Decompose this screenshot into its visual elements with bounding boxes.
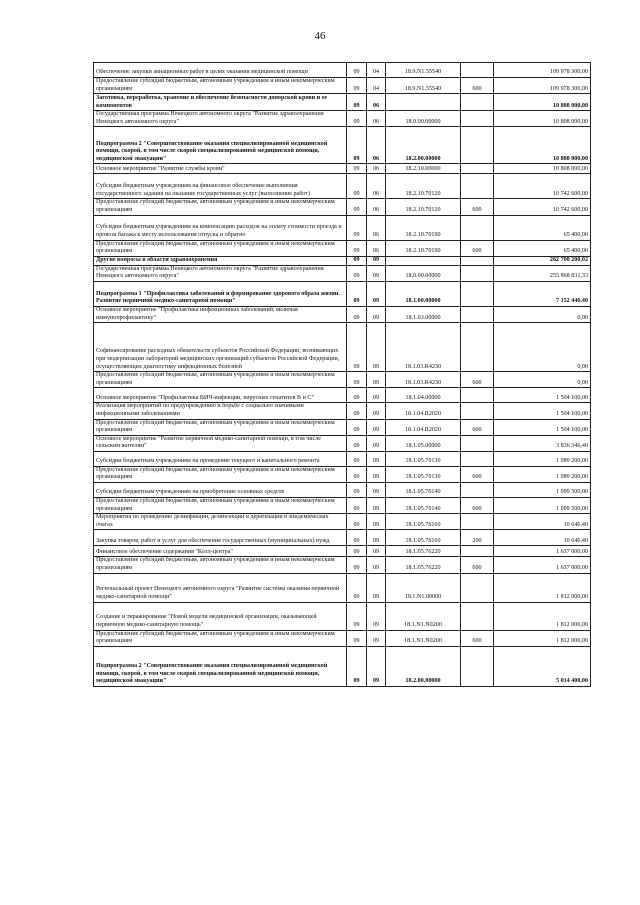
section-code-cell: 09 <box>347 557 367 573</box>
subsection-code-cell: 09 <box>367 573 386 602</box>
table-row <box>94 265 591 281</box>
table-row <box>94 281 591 306</box>
section-code-cell: 09 <box>347 256 367 265</box>
section-code-cell: 09 <box>347 215 367 240</box>
expense-type-code-cell: 600 <box>461 199 494 215</box>
section-code-cell: 09 <box>347 403 367 419</box>
subsection-code-cell: 09 <box>367 498 386 514</box>
target-item-code-cell <box>386 256 461 265</box>
expense-name-cell: Другие вопросы в области здравоохранения <box>94 256 347 265</box>
amount-cell: 10 646,40 <box>494 530 591 546</box>
expense-type-code-cell <box>461 63 494 78</box>
table-row <box>94 630 591 646</box>
subsection-code-cell: 06 <box>367 111 386 127</box>
expense-type-code-cell <box>461 546 494 557</box>
subsection-code-cell: 09 <box>367 256 386 265</box>
table-row <box>94 514 591 530</box>
target-item-code-cell: 18.2.10.70120 <box>386 174 461 199</box>
target-item-code-cell: 18.2.10.70190 <box>386 240 461 256</box>
amount-cell: 0,00 <box>494 372 591 388</box>
table-row <box>94 388 591 403</box>
expense-name-cell: Субсидии бюджетным учреждениям на компенсацию расходов на оплату стоимости проезда и провоза багажа к месту использования отпуска и обратно <box>94 215 347 240</box>
expense-type-code-cell <box>461 514 494 530</box>
section-code-cell: 09 <box>347 323 367 372</box>
table-row <box>94 215 591 240</box>
table-row <box>94 256 591 265</box>
table-row <box>94 530 591 546</box>
expense-type-code-cell: 600 <box>461 372 494 388</box>
amount-cell: 255 868 831,33 <box>494 265 591 281</box>
subsection-code-cell: 06 <box>367 240 386 256</box>
target-item-code-cell: 18.1.N1.N0200 <box>386 630 461 646</box>
expense-type-code-cell: 200 <box>461 530 494 546</box>
expense-name-cell: Государственная программа Ненецкого автономного округа "Развитие здравоохранения Ненецкого автономного округа" <box>94 265 347 281</box>
subsection-code-cell: 06 <box>367 94 386 111</box>
section-code-cell: 09 <box>347 419 367 435</box>
target-item-code-cell: 18.1.05.76160 <box>386 514 461 530</box>
target-item-code-cell: 18.1.05.76160 <box>386 530 461 546</box>
expense-type-code-cell <box>461 323 494 372</box>
amount-cell: 1 812 000,00 <box>494 602 591 630</box>
table-row <box>94 451 591 466</box>
table-row <box>94 435 591 451</box>
expense-name-cell: Предоставление субсидий бюджетным, автономным учреждениям и иным некоммерческим организациям <box>94 199 347 215</box>
target-item-code-cell: 18.1.N1.00000 <box>386 573 461 602</box>
expense-name-cell: Заготовка, переработка, хранение и обеспечение безопасности донорской крови и ее компонентов <box>94 94 347 111</box>
expense-name-cell: Мероприятия по проведению дезинфекции, дезинсекции и дератизации в эпидемических очагах <box>94 514 347 530</box>
amount-cell: 7 152 446,40 <box>494 281 591 306</box>
section-code-cell: 09 <box>347 127 367 164</box>
page-number: 46 <box>314 30 326 42</box>
target-item-code-cell: 18.1.04.00000 <box>386 388 461 403</box>
target-item-code-cell: 18.2.10.70190 <box>386 215 461 240</box>
amount-cell: 10 808 000,00 <box>494 111 591 127</box>
amount-cell: 0,00 <box>494 306 591 322</box>
expense-type-code-cell <box>461 215 494 240</box>
target-item-code-cell: 18.2.10.00000 <box>386 164 461 174</box>
expense-name-cell: Государственная программа Ненецкого автономного округа "Развитие здравоохранения Ненецкого автономного округа" <box>94 111 347 127</box>
expense-type-code-cell <box>461 483 494 498</box>
expense-name-cell: Предоставление субсидий бюджетным, автономным учреждениям и иным некоммерческим организациям <box>94 630 347 646</box>
expense-type-code-cell: 600 <box>461 498 494 514</box>
expense-name-cell: Основное мероприятие "Профилактика ВИЧ-инфекции, вирусных гепатитов В и С" <box>94 388 347 403</box>
table-row <box>94 546 591 557</box>
target-item-code-cell: 18.2.10.70120 <box>386 199 461 215</box>
expense-type-code-cell <box>461 451 494 466</box>
amount-cell: 65 400,00 <box>494 240 591 256</box>
section-code-cell: 09 <box>347 602 367 630</box>
target-item-code-cell: 18.1.04.R2020 <box>386 403 461 419</box>
amount-cell: 1 812 000,00 <box>494 573 591 602</box>
section-code-cell: 09 <box>347 199 367 215</box>
section-code-cell: 09 <box>347 530 367 546</box>
expense-type-code-cell: 600 <box>461 557 494 573</box>
target-item-code-cell: 18.9.N1.55540 <box>386 63 461 78</box>
expense-type-code-cell <box>461 94 494 111</box>
expense-type-code-cell <box>461 573 494 602</box>
amount-cell: 1 637 000,00 <box>494 557 591 573</box>
target-item-code-cell: 18.1.05.76220 <box>386 557 461 573</box>
target-item-code-cell: 18.1.05.70130 <box>386 451 461 466</box>
amount-cell: 1 504 100,00 <box>494 403 591 419</box>
subsection-code-cell: 09 <box>367 306 386 322</box>
table-row <box>94 557 591 573</box>
expense-type-code-cell: 600 <box>461 240 494 256</box>
section-code-cell: 09 <box>347 514 367 530</box>
expense-type-code-cell <box>461 111 494 127</box>
target-item-code-cell: 18.2.00.00000 <box>386 127 461 164</box>
section-code-cell: 09 <box>347 573 367 602</box>
table-row <box>94 164 591 174</box>
expense-name-cell: Предоставление субсидий бюджетным, автономным учреждениям и иным некоммерческим организациям <box>94 240 347 256</box>
amount-cell: 10 808 000,00 <box>494 127 591 164</box>
expense-name-cell: Предоставление субсидий бюджетным, автономным учреждениям и иным некоммерческим организациям <box>94 498 347 514</box>
subsection-code-cell: 09 <box>367 646 386 686</box>
table-row <box>94 111 591 127</box>
table-row <box>94 403 591 419</box>
amount-cell: 1 637 000,00 <box>494 546 591 557</box>
target-item-code-cell: 18.1.05.00000 <box>386 435 461 451</box>
subsection-code-cell: 09 <box>367 602 386 630</box>
subsection-code-cell: 09 <box>367 372 386 388</box>
table-row <box>94 63 591 78</box>
budget-table-body <box>94 63 591 687</box>
amount-cell: 1 099 500,00 <box>494 483 591 498</box>
target-item-code-cell: 18.9.N1.55540 <box>386 78 461 94</box>
expense-name-cell: Субсидии бюджетным учреждениям на финансовое обеспечение выполнения государственного задания на оказание государственных услуг (выполнение работ) <box>94 174 347 199</box>
expense-type-code-cell: 600 <box>461 78 494 94</box>
subsection-code-cell: 09 <box>367 435 386 451</box>
amount-cell: 3 836 346,40 <box>494 435 591 451</box>
section-code-cell: 09 <box>347 94 367 111</box>
target-item-code-cell: 18.2.00.00000 <box>386 646 461 686</box>
subsection-code-cell: 09 <box>367 630 386 646</box>
target-item-code-cell <box>386 94 461 111</box>
section-code-cell: 09 <box>347 265 367 281</box>
section-code-cell: 09 <box>347 483 367 498</box>
section-code-cell: 09 <box>347 646 367 686</box>
expense-name-cell: Основное мероприятие "Профилактика инфекционных заболеваний, включая иммунопрофилактику" <box>94 306 347 322</box>
target-item-code-cell: 18.1.05.70140 <box>386 498 461 514</box>
amount-cell: 10 808 000,00 <box>494 94 591 111</box>
section-code-cell: 09 <box>347 630 367 646</box>
table-row <box>94 419 591 435</box>
table-row <box>94 127 591 164</box>
subsection-code-cell: 09 <box>367 530 386 546</box>
amount-cell: 1 099 500,00 <box>494 498 591 514</box>
expense-type-code-cell <box>461 403 494 419</box>
expense-type-code-cell: 600 <box>461 630 494 646</box>
section-code-cell: 09 <box>347 435 367 451</box>
amount-cell: 1 812 000,00 <box>494 630 591 646</box>
target-item-code-cell: 18.1.04.R2020 <box>386 419 461 435</box>
table-row <box>94 498 591 514</box>
expense-name-cell: Обеспечение закупки авиационных работ в целях оказания медицинской помощи <box>94 63 347 78</box>
subsection-code-cell: 09 <box>367 403 386 419</box>
table-row <box>94 240 591 256</box>
expense-name-cell: Предоставление субсидий бюджетным, автономным учреждениям и иным некоммерческим организациям <box>94 419 347 435</box>
expense-name-cell: Подпрограмма 1 "Профилактика заболеваний и формирование здорового образа жизни. Развитие первичной медико-санитарной помощи" <box>94 281 347 306</box>
expense-type-code-cell <box>461 388 494 403</box>
table-row <box>94 602 591 630</box>
target-item-code-cell: 18.1.05.76220 <box>386 546 461 557</box>
section-code-cell: 09 <box>347 111 367 127</box>
amount-cell: 1 089 200,00 <box>494 466 591 482</box>
subsection-code-cell: 09 <box>367 466 386 482</box>
section-code-cell: 09 <box>347 306 367 322</box>
target-item-code-cell: 18.1.05.70130 <box>386 466 461 482</box>
target-item-code-cell: 18.1.03.R4230 <box>386 323 461 372</box>
subsection-code-cell: 09 <box>367 483 386 498</box>
amount-cell: 1 504 100,00 <box>494 419 591 435</box>
table-row <box>94 306 591 322</box>
target-item-code-cell: 18.1.N1.N0200 <box>386 602 461 630</box>
expense-type-code-cell <box>461 281 494 306</box>
section-code-cell: 09 <box>347 174 367 199</box>
subsection-code-cell: 09 <box>367 514 386 530</box>
section-code-cell: 09 <box>347 63 367 78</box>
amount-cell: 1 504 100,00 <box>494 388 591 403</box>
subsection-code-cell: 09 <box>367 419 386 435</box>
subsection-code-cell: 06 <box>367 215 386 240</box>
section-code-cell: 09 <box>347 281 367 306</box>
expense-name-cell: Субсидии бюджетным учреждениям на приобретение основных средств <box>94 483 347 498</box>
amount-cell: 109 978 300,00 <box>494 78 591 94</box>
expense-name-cell: Реализация мероприятий по предупреждению и борьбе с социально значимыми инфекционными заболеваниями <box>94 403 347 419</box>
table-row <box>94 466 591 482</box>
amount-cell: 109 978 300,00 <box>494 63 591 78</box>
expense-type-code-cell <box>461 435 494 451</box>
subsection-code-cell: 09 <box>367 451 386 466</box>
amount-cell: 65 400,00 <box>494 215 591 240</box>
expense-type-code-cell: 600 <box>461 419 494 435</box>
expense-name-cell: Подпрограмма 2 "Совершенствование оказания специализированной медицинской помощи, скорой, в том числе скорой специализированной медицинской помощи, медицинской эвакуации" <box>94 127 347 164</box>
subsection-code-cell: 04 <box>367 78 386 94</box>
subsection-code-cell: 06 <box>367 164 386 174</box>
amount-cell: 10 646,40 <box>494 514 591 530</box>
expense-type-code-cell <box>461 256 494 265</box>
expense-name-cell: Создание и тиражирование "Новой модели медицинской организации, оказывающей первичную медико-санитарную помощь" <box>94 602 347 630</box>
expense-name-cell: Предоставление субсидий бюджетным, автономным учреждениям и иным некоммерческим организациям <box>94 466 347 482</box>
amount-cell: 0,00 <box>494 323 591 372</box>
expense-name-cell: Софинансирование расходных обязательств субъектов Российской Федерации, возникающих при модернизации лабораторий медицинских организаций субъектов Российской Федерации, осуществляющих диагностику инфекционных болезней <box>94 323 347 372</box>
table-row <box>94 174 591 199</box>
section-code-cell: 09 <box>347 240 367 256</box>
subsection-code-cell: 09 <box>367 557 386 573</box>
subsection-code-cell: 06 <box>367 174 386 199</box>
expense-name-cell: Предоставление субсидий бюджетным, автономным учреждениям и иным некоммерческим организациям <box>94 372 347 388</box>
budget-table <box>93 62 591 687</box>
table-row <box>94 646 591 686</box>
amount-cell: 5 014 400,00 <box>494 646 591 686</box>
section-code-cell: 09 <box>347 546 367 557</box>
expense-name-cell: Предоставление субсидий бюджетным, автономным учреждениям и иным некоммерческим организациям <box>94 557 347 573</box>
amount-cell: 262 708 200,02 <box>494 256 591 265</box>
expense-name-cell: Субсидии бюджетным учреждениям на проведение текущего и капитального ремонта <box>94 451 347 466</box>
table-row <box>94 94 591 111</box>
expense-type-code-cell <box>461 127 494 164</box>
section-code-cell: 09 <box>347 372 367 388</box>
section-code-cell: 09 <box>347 388 367 403</box>
target-item-code-cell: 18.1.05.70140 <box>386 483 461 498</box>
section-code-cell: 09 <box>347 164 367 174</box>
section-code-cell: 09 <box>347 466 367 482</box>
table-row <box>94 372 591 388</box>
target-item-code-cell: 18.0.00.00000 <box>386 111 461 127</box>
subsection-code-cell: 06 <box>367 199 386 215</box>
expense-name-cell: Финансовое обеспечение содержания "Колл-центра" <box>94 546 347 557</box>
table-row <box>94 323 591 372</box>
subsection-code-cell: 09 <box>367 546 386 557</box>
expense-type-code-cell <box>461 174 494 199</box>
table-row <box>94 78 591 94</box>
table-row <box>94 573 591 602</box>
subsection-code-cell: 09 <box>367 388 386 403</box>
amount-cell: 10 742 600,00 <box>494 174 591 199</box>
subsection-code-cell: 09 <box>367 323 386 372</box>
expense-name-cell: Основное мероприятие "Развитие первичной медико-санитарной помощи, в том числе сельским жителям" <box>94 435 347 451</box>
expense-type-code-cell <box>461 265 494 281</box>
table-row <box>94 199 591 215</box>
section-code-cell: 09 <box>347 451 367 466</box>
target-item-code-cell: 18.1.03.00000 <box>386 306 461 322</box>
expense-type-code-cell: 600 <box>461 466 494 482</box>
expense-name-cell: Закупка товаров, работ и услуг для обеспечения государственных (муниципальных) нужд <box>94 530 347 546</box>
expense-type-code-cell <box>461 306 494 322</box>
subsection-code-cell: 04 <box>367 63 386 78</box>
subsection-code-cell: 09 <box>367 281 386 306</box>
section-code-cell: 09 <box>347 498 367 514</box>
expense-type-code-cell <box>461 646 494 686</box>
subsection-code-cell: 09 <box>367 265 386 281</box>
subsection-code-cell: 06 <box>367 127 386 164</box>
expense-name-cell: Подпрограмма 2 "Совершенствование оказания специализированной медицинской помощи, скорой, в том числе скорой специализированной медицинской помощи, медицинской эвакуации" <box>94 646 347 686</box>
section-code-cell: 09 <box>347 78 367 94</box>
expense-name-cell: Основное мероприятие "Развитие службы крови" <box>94 164 347 174</box>
amount-cell: 1 089 200,00 <box>494 451 591 466</box>
amount-cell: 10 742 600,00 <box>494 199 591 215</box>
amount-cell: 10 808 000,00 <box>494 164 591 174</box>
expense-type-code-cell <box>461 602 494 630</box>
expense-name-cell: Предоставление субсидий бюджетным, автономным учреждениям и иным некоммерческим организациям <box>94 78 347 94</box>
expense-name-cell: Региональный проект Ненецкого автономного округа "Развитие системы оказания первичной медико-санитарной помощи" <box>94 573 347 602</box>
target-item-code-cell: 18.1.00.00000 <box>386 281 461 306</box>
table-row <box>94 483 591 498</box>
target-item-code-cell: 18.1.03.R4230 <box>386 372 461 388</box>
expense-type-code-cell <box>461 164 494 174</box>
target-item-code-cell: 18.0.00.00000 <box>386 265 461 281</box>
